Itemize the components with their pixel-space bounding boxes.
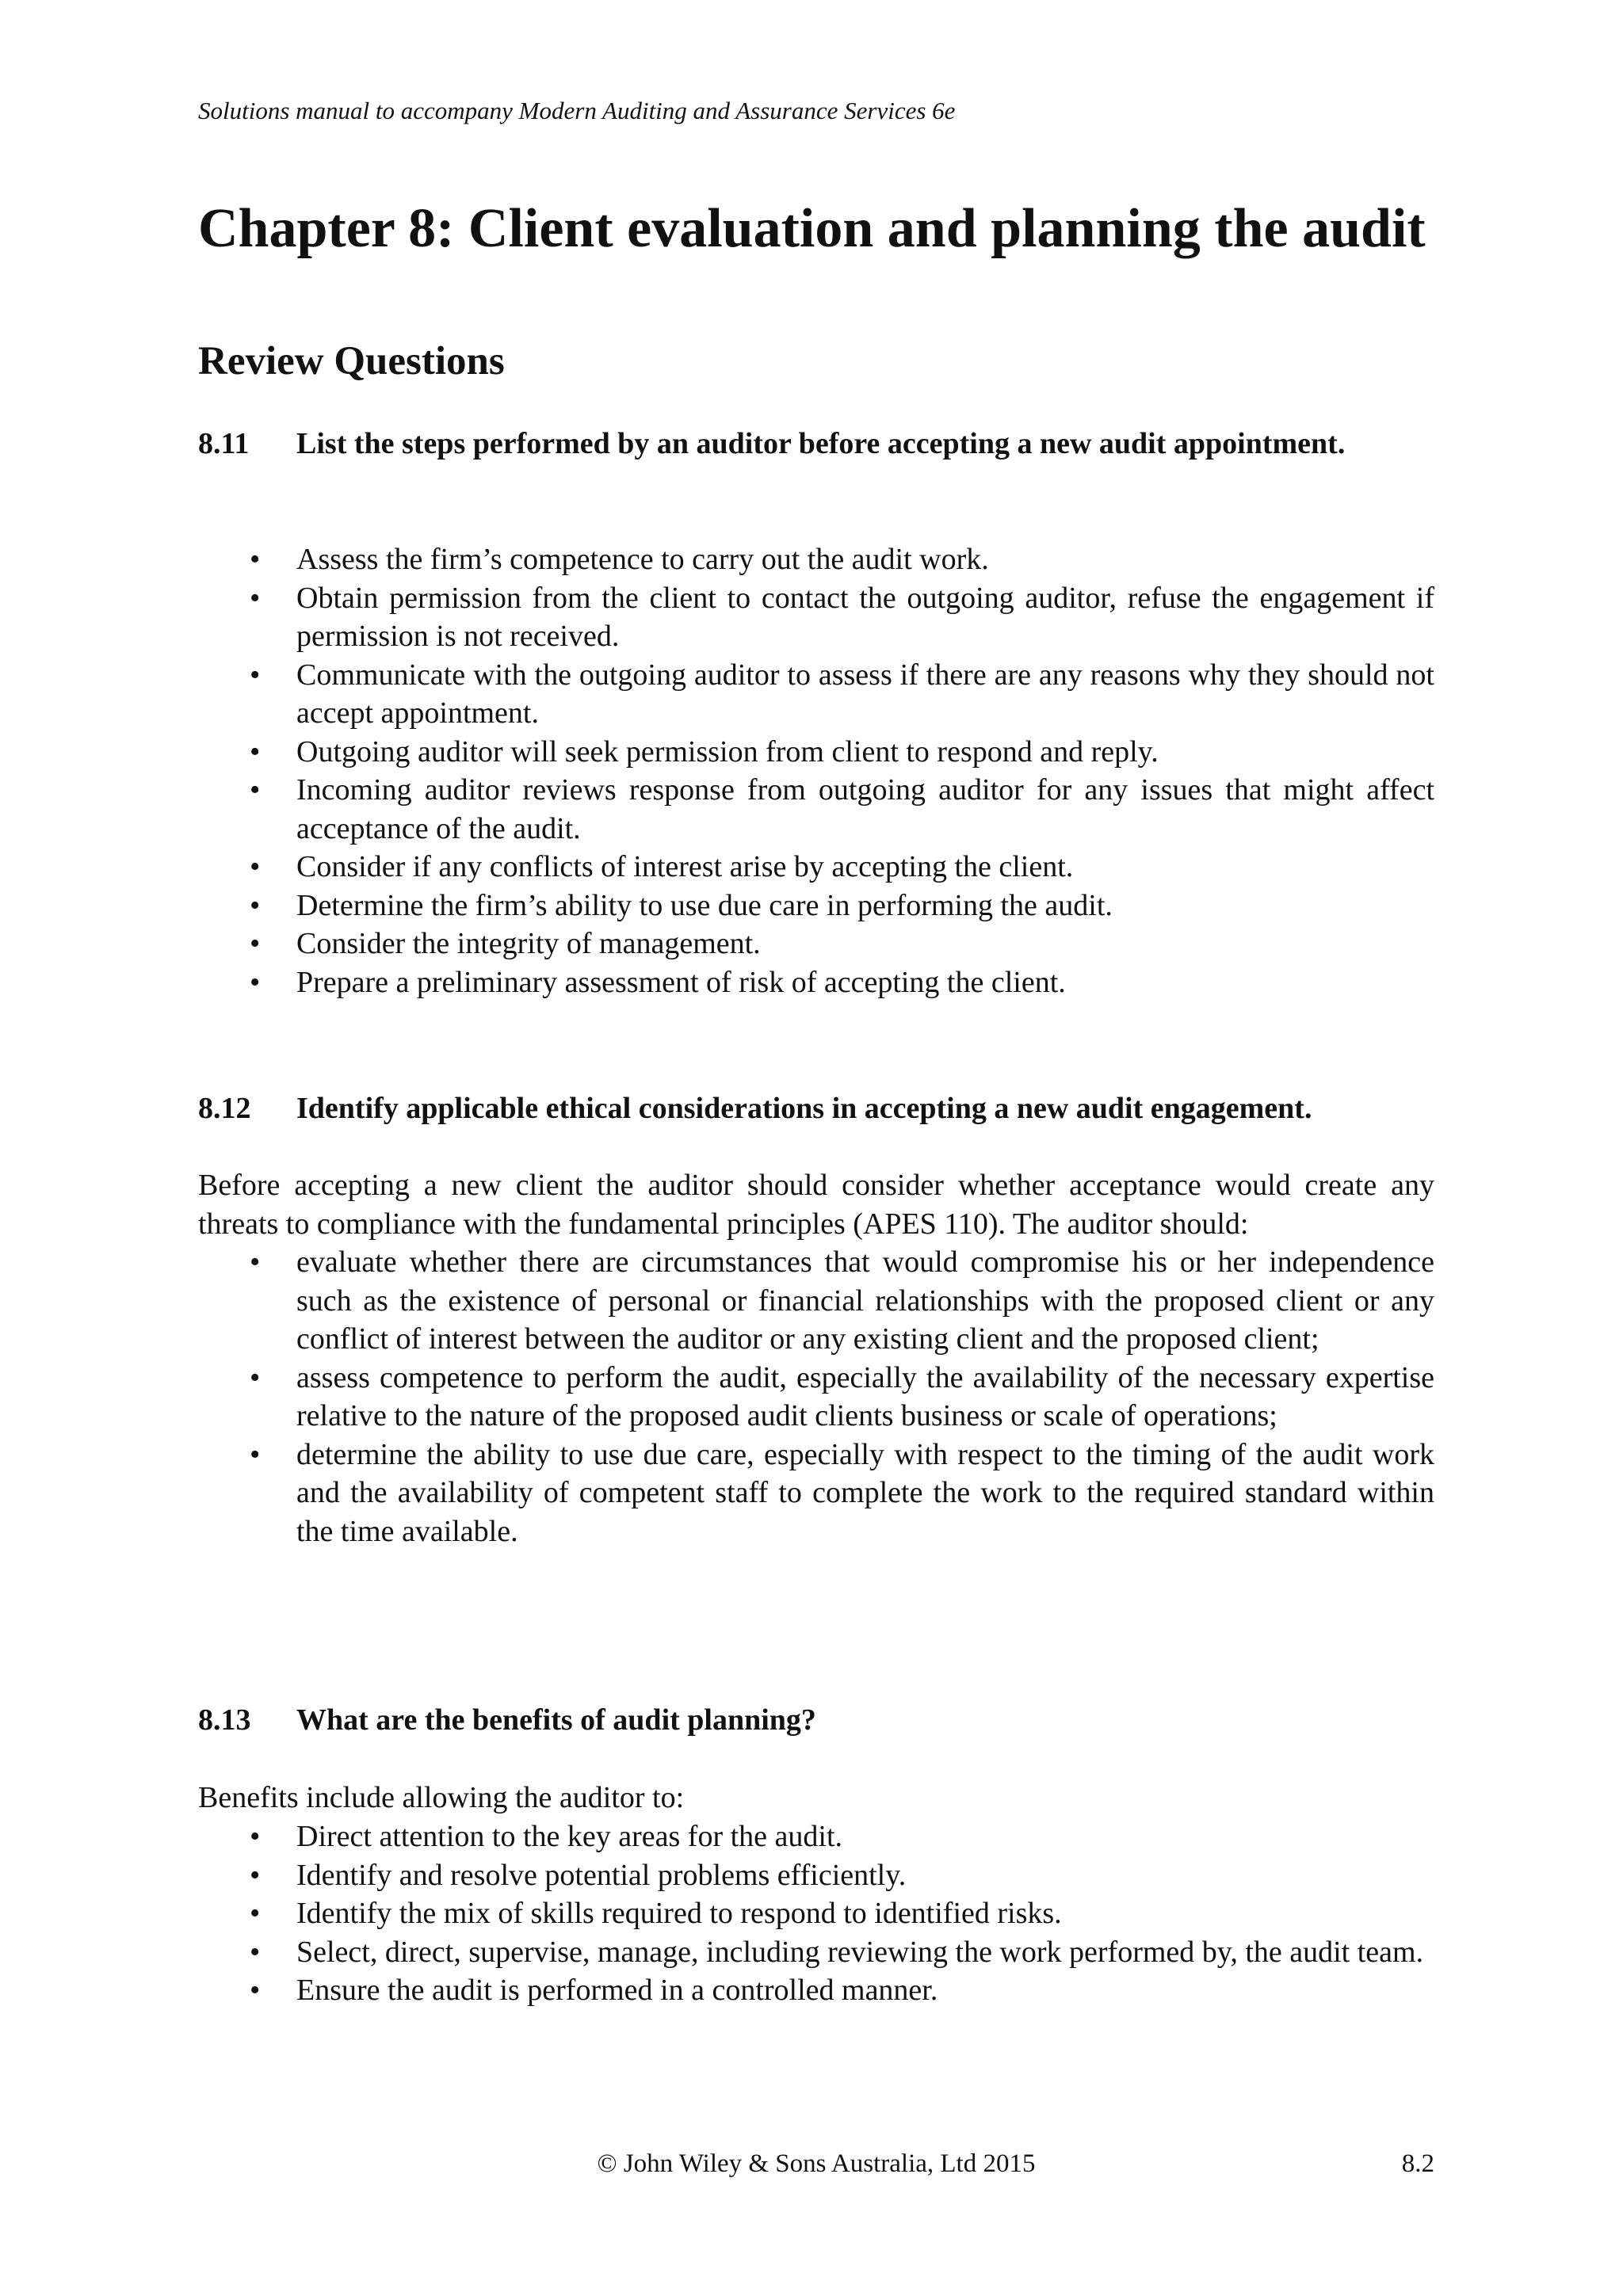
list-item (198, 540, 1434, 579)
list-item (198, 1971, 1434, 2010)
list-item-text: Direct attention to the key areas for the audit. (296, 1820, 843, 1853)
list-item-text: Consider the integrity of management. (296, 927, 761, 960)
list-item-text: Prepare a preliminary assessment of risk of accepting the client. (296, 965, 1066, 999)
question-text: What are the benefits of audit planning? (296, 1703, 816, 1737)
question-8-13 (198, 1701, 1434, 1739)
list-item (198, 1243, 1434, 1359)
list-item (198, 1817, 1434, 1856)
question-number: 8.12 (198, 1092, 251, 1125)
list-item-text: Identify and resolve potential problems efficiently. (296, 1858, 907, 1892)
list-item-text: Identify the mix of skills required to respond to identified risks. (296, 1897, 1062, 1930)
list-item (198, 887, 1434, 925)
bullet-icon: • (250, 1820, 261, 1853)
list-item-text: determine the ability to use due care, especially with respect to the timing of the audit work and the availability of competent staff to complete the work to the required standard within the time available. (296, 1437, 1434, 1548)
bullet-icon: • (250, 734, 261, 769)
list-item-text: Select, direct, supervise, manage, including reviewing the work performed by, the audit team. (296, 1935, 1424, 1969)
bullet-icon: • (250, 1935, 261, 1969)
bullet-icon: • (250, 1437, 261, 1471)
bullet-icon: • (250, 965, 261, 999)
bullet-icon: • (250, 1974, 261, 2007)
bullet-icon: • (250, 543, 261, 576)
list-item (198, 848, 1434, 887)
bullet-icon: • (250, 1897, 261, 1930)
list-item-text: Ensure the audit is performed in a controlled manner. (296, 1974, 938, 2007)
copyright-notice: © John Wiley & Sons Australia, Ltd 2015 (597, 2149, 1036, 2178)
chapter-title: Chapter 8: Client evaluation and planning the audit (198, 198, 1426, 259)
bullet-icon: • (250, 1360, 261, 1394)
list-item (198, 1359, 1434, 1436)
question-8-12 (198, 1089, 1434, 1127)
list-item (198, 1894, 1434, 1933)
list-item-text: Assess the firm’s competence to carry out the audit work. (296, 543, 989, 576)
question-text: List the steps performed by an auditor before accepting a new audit appointment. (296, 427, 1346, 460)
list-item-text: Communicate with the outgoing auditor to assess if there are any reasons why they should not accept appointment. (296, 658, 1434, 730)
page-number: 8.2 (1401, 2149, 1434, 2178)
bullet-icon: • (250, 888, 261, 922)
question-number: 8.13 (198, 1703, 251, 1737)
bullet-icon: • (250, 581, 261, 615)
list-item-text: evaluate whether there are circumstances that would compromise his or her independence such as the existence of personal or financial relationships with the proposed client or any conflict of interest between the auditor or any existing client and the proposed client; (296, 1245, 1434, 1356)
list-item (198, 579, 1434, 656)
bullet-icon: • (250, 1245, 261, 1279)
list-item (198, 1856, 1434, 1895)
list-item (198, 1933, 1434, 1972)
q2-bullet-list (198, 1243, 1434, 1550)
q3-intro-paragraph: Benefits include allowing the auditor to: (198, 1781, 685, 1814)
question-text: Identify applicable ethical considerations in accepting a new audit engagement. (296, 1092, 1312, 1125)
running-header: Solutions manual to accompany Modern Auditing and Assurance Services 6e (198, 97, 956, 124)
list-item-text: Consider if any conflicts of interest arise by accepting the client. (296, 850, 1074, 883)
bullet-icon: • (250, 773, 261, 807)
bullet-icon: • (250, 927, 261, 960)
list-item (198, 1436, 1434, 1551)
list-item (198, 733, 1434, 772)
q3-bullet-list (198, 1817, 1434, 2010)
list-item (198, 656, 1434, 733)
q1-bullet-list (198, 540, 1434, 1001)
list-item (198, 963, 1434, 1002)
bullet-icon: • (250, 850, 261, 883)
document-page (198, 0, 1434, 2296)
list-item (198, 771, 1434, 848)
question-8-11 (198, 425, 1434, 463)
list-item-text: Determine the firm’s ability to use due care in performing the audit. (296, 888, 1113, 922)
list-item-text: assess competence to perform the audit, especially the availability of the necessary expertise relative to the nature of the proposed audit clients business or scale of operations; (296, 1360, 1434, 1432)
list-item-text: Incoming auditor reviews response from outgoing auditor for any issues that might affect acceptance of the audit. (296, 773, 1434, 845)
q2-intro-paragraph: Before accepting a new client the auditor should consider whether acceptance would create any threats to compliance with the fundamental principles (APES 110). The auditor should: (198, 1169, 1434, 1241)
section-title: Review Questions (198, 339, 505, 383)
list-item-text: Obtain permission from the client to contact the outgoing auditor, refuse the engagement if permission is not received. (296, 581, 1434, 653)
question-number: 8.11 (198, 427, 250, 460)
bullet-icon: • (250, 1858, 261, 1892)
bullet-icon: • (250, 658, 261, 692)
list-item-text: Outgoing auditor will seek permission from client to respond and reply. (296, 734, 1159, 769)
list-item (198, 925, 1434, 963)
